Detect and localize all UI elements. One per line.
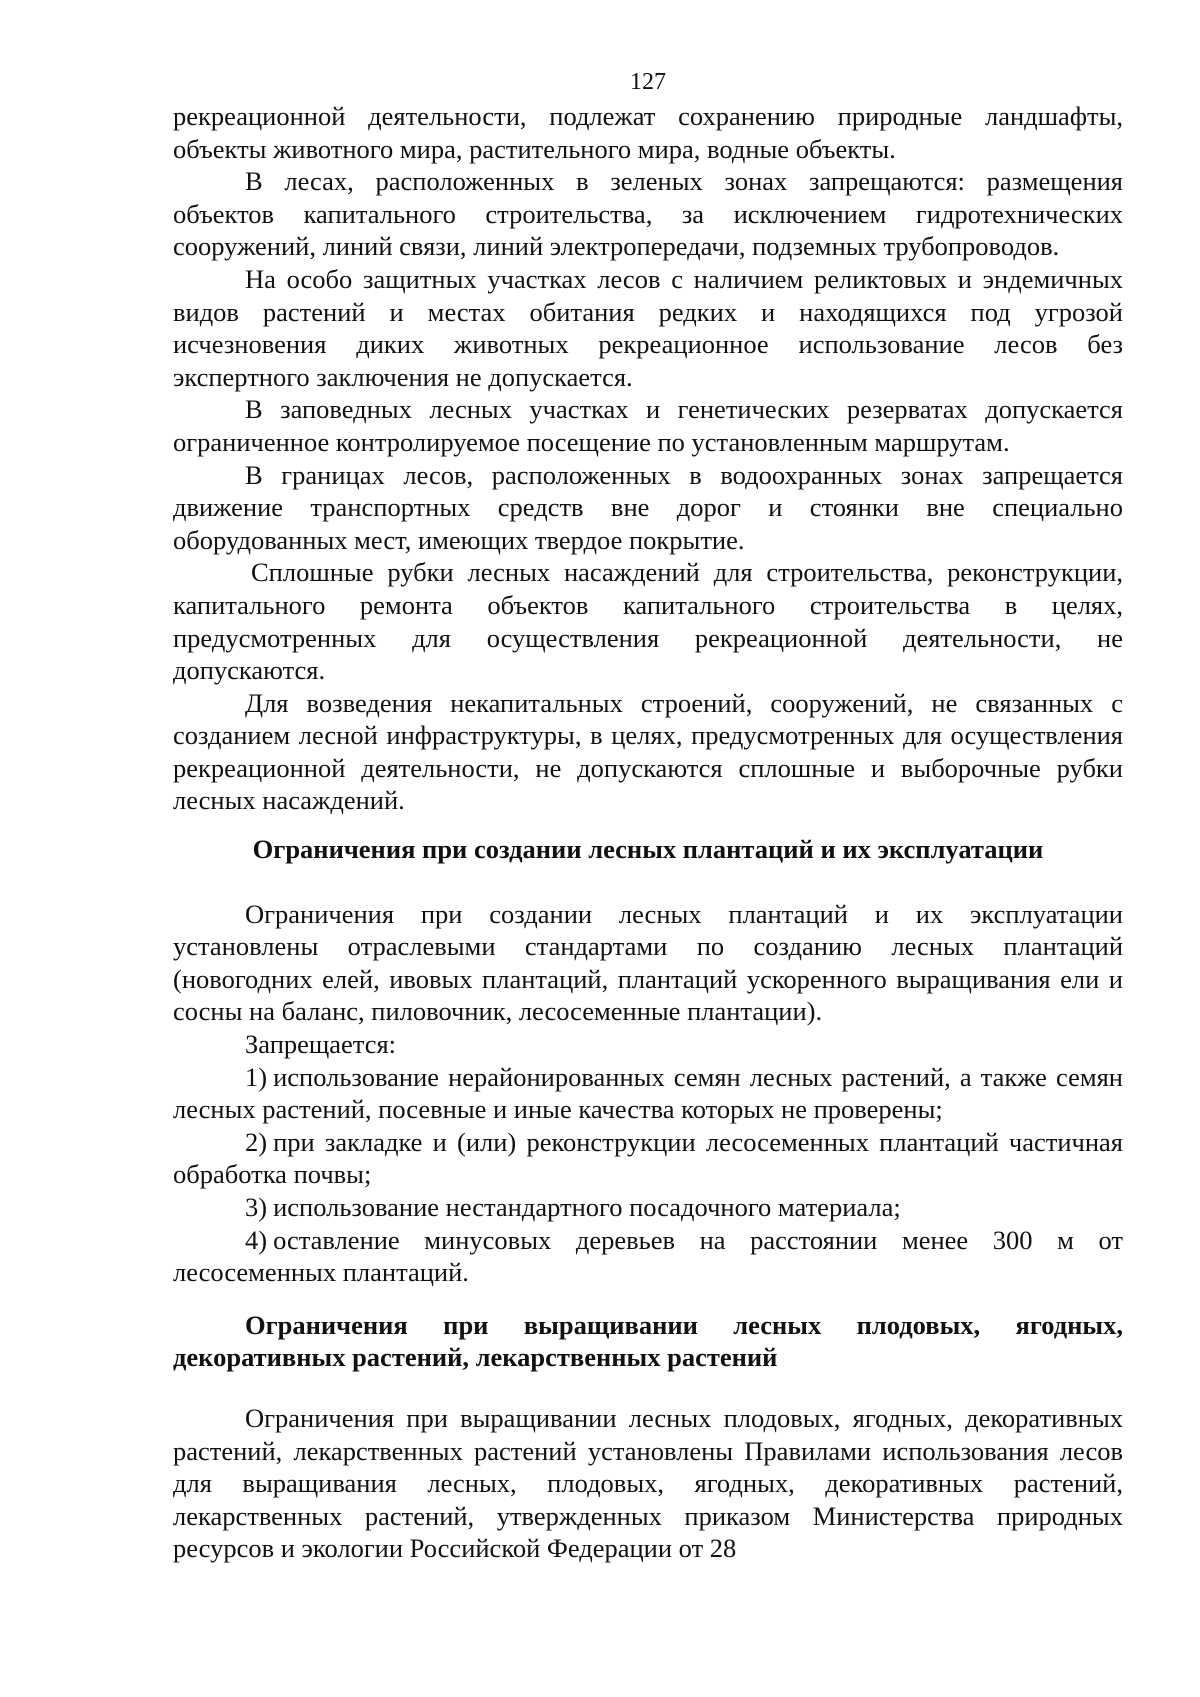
section-heading-plantations: Ограничения при создании лесных плантаций и их эксплуатации	[252, 834, 1044, 865]
list-item	[173, 1224, 1123, 1289]
list-item-text: использование нерайонированных семян лесных растений, а также семян лесных растений, посевные и иные качества которых не проверены;	[173, 1061, 1123, 1125]
list-item	[173, 1126, 1123, 1191]
list-item-text: использование нестандартного посадочного материала;	[273, 1192, 901, 1222]
page-number: 127	[630, 69, 666, 95]
list-item	[173, 1061, 1123, 1126]
paragraph-reserves: В заповедных лесных участках и генетических резерватах допускается ограниченное контролируемое посещение по установленным маршрутам.	[173, 394, 1123, 457]
paragraph-continuation: рекреационной деятельности, подлежат сохранению природные ландшафты, объекты животного мира, растительного мира, водные объекты.	[173, 101, 1123, 164]
paragraph-protected-areas: На особо защитных участках лесов с наличием реликтовых и эндемичных видов растений и местах обитания редких и находящихся под угрозой исчезновения диких животных рекреационное использование лесов без экспертного заключения не допускается.	[173, 263, 1123, 392]
paragraph-cultivation-intro: Ограничения при выращивании лесных плодовых, ягодных, декоративных растений, лекарственных растений установлены Правилами использования лесов для выращивания лесных, плодовых, ягодных, декоративных растений, лекарственных растений, утвержденных приказом Министерства природных ресурсов и экологии Российской Федерации от 28	[173, 1402, 1123, 1564]
list-item-number: 4)	[245, 1224, 268, 1255]
prohibited-label: Запрещается:	[245, 1029, 397, 1060]
list-item-text: при закладке и (или) реконструкции лесосеменных плантаций частичная обработка почвы;	[173, 1126, 1123, 1190]
list-item-number: 2)	[245, 1126, 268, 1157]
paragraph-green-zones: В лесах, расположенных в зеленых зонах запрещаются: размещения объектов капитального строительства, за исключением гидротехнических сооружений, линий связи, линий электропередачи, подземных трубопроводов.	[173, 166, 1123, 262]
paragraph-non-capital-buildings: Для возведения некапитальных строений, сооружений, не связанных с созданием лесной инфраструктуры, в целях, предусмотренных для осуществления рекреационной деятельности, не допускаются сплошные и выборочные рубки лесных насаждений.	[173, 687, 1123, 816]
list-item-number: 1)	[245, 1061, 268, 1092]
list-item-text: оставление минусовых деревьев на расстоянии менее 300 м от лесосеменных плантаций.	[173, 1224, 1123, 1288]
paragraph-plantations-intro: Ограничения при создании лесных плантаций и их эксплуатации установлены отраслевыми стандартами по созданию лесных плантаций (новогодних елей, ивовых плантаций, плантаций ускоренного выращивания ели и сосны на баланс, пиловочник, лесосеменные плантации).	[173, 898, 1123, 1027]
paragraph-clear-cutting: Сплошные рубки лесных насаждений для строительства, реконструкции, капитального ремонта объектов капитального строительства в целях, предусмотренных для осуществления рекреационной деятельности, не допускаются.	[173, 557, 1123, 686]
list-item-number: 3)	[245, 1192, 268, 1222]
list-item	[173, 1191, 1123, 1224]
document-page	[173, 66, 1123, 1565]
section-heading-cultivation: Ограничения при выращивании лесных плодовых, ягодных, декоративных растений, лекарственных растений	[173, 1309, 1123, 1373]
paragraph-water-zones: В границах лесов, расположенных в водоохранных зонах запрещается движение транспортных средств вне дорог и стоянки вне специально оборудованных мест, имеющих твердое покрытие.	[173, 459, 1123, 555]
